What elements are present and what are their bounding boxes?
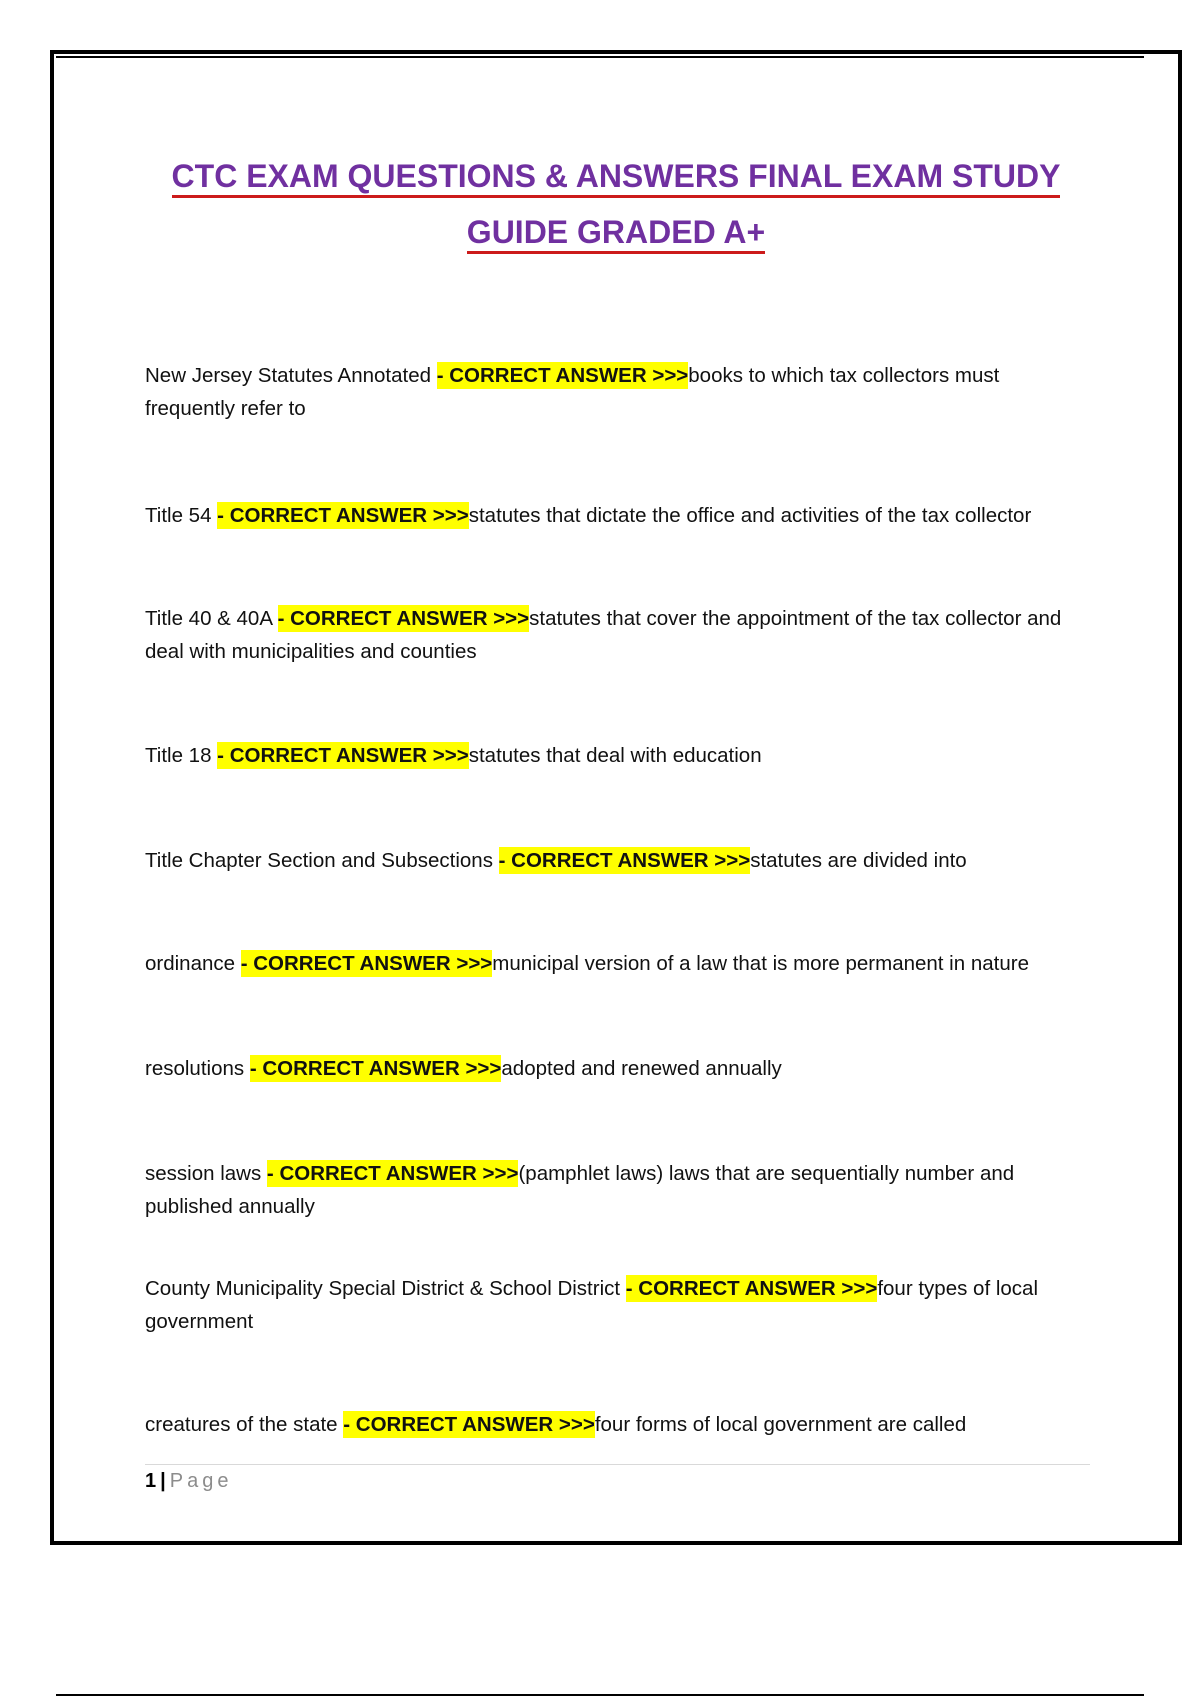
qa-item	[145, 844, 1095, 877]
qa-answer: adopted and renewed annually	[501, 1057, 782, 1080]
correct-answer-tag: - CORRECT ANSWER >>>	[436, 364, 689, 387]
qa-answer: statutes that cover the appointment of the tax collector and deal with municipalities and counties	[145, 607, 1062, 663]
qa-answer: (pamphlet laws) laws that are sequentially number and published annually	[145, 1162, 1015, 1218]
footer-rule	[145, 1464, 1090, 1465]
title-line-1: CTC EXAM QUESTIONS & ANSWERS FINAL EXAM STUDY	[172, 158, 1061, 198]
correct-answer-tag: - CORRECT ANSWER >>>	[498, 849, 751, 872]
document-title	[100, 148, 1132, 260]
qa-item	[145, 739, 1095, 772]
correct-answer-tag: - CORRECT ANSWER >>>	[217, 504, 469, 527]
page-number: 1	[145, 1470, 157, 1492]
qa-term: resolutions	[145, 1057, 250, 1080]
top-rule	[56, 56, 1144, 58]
qa-item	[145, 499, 1095, 532]
title-line-2: GUIDE GRADED A+	[467, 214, 765, 254]
qa-answer: statutes are divided into	[750, 849, 967, 872]
qa-term: session laws	[145, 1162, 267, 1185]
qa-item	[145, 1272, 1095, 1338]
qa-item	[145, 1408, 1095, 1441]
correct-answer-tag: - CORRECT ANSWER >>>	[625, 1277, 878, 1300]
correct-answer-tag: - CORRECT ANSWER >>>	[343, 1413, 595, 1436]
qa-answer: statutes that deal with education	[468, 744, 762, 767]
correct-answer-tag: - CORRECT ANSWER >>>	[249, 1057, 502, 1080]
correct-answer-tag: - CORRECT ANSWER >>>	[240, 952, 493, 975]
correct-answer-tag: - CORRECT ANSWER >>>	[266, 1162, 519, 1185]
page-label: Page	[169, 1470, 233, 1492]
qa-term: Title 54	[145, 504, 218, 527]
qa-answer: municipal version of a law that is more permanent in nature	[492, 952, 1029, 975]
bottom-rule	[56, 1694, 1144, 1696]
correct-answer-tag: - CORRECT ANSWER >>>	[277, 607, 530, 630]
qa-item	[145, 1157, 1095, 1223]
qa-term: Title 18	[145, 744, 218, 767]
qa-item	[145, 947, 1095, 980]
qa-term: ordinance	[145, 952, 241, 975]
qa-answer: books to which tax collectors must frequently refer to	[145, 364, 1000, 420]
qa-answer: four forms of local government are called	[594, 1413, 967, 1436]
qa-item	[145, 602, 1095, 668]
qa-term: County Municipality Special District & School District	[145, 1277, 626, 1300]
footer-separator: |	[160, 1470, 166, 1492]
correct-answer-tag: - CORRECT ANSWER >>>	[217, 744, 469, 767]
qa-answer: statutes that dictate the office and activities of the tax collector	[468, 504, 1032, 527]
qa-term: creatures of the state	[145, 1413, 344, 1436]
qa-item	[145, 359, 1095, 425]
qa-term: New Jersey Statutes Annotated	[145, 364, 437, 387]
page-footer	[145, 1470, 232, 1493]
qa-term: Title 40 & 40A	[145, 607, 278, 630]
qa-answer: four types of local government	[145, 1277, 1038, 1333]
qa-item	[145, 1052, 1095, 1085]
qa-term: Title Chapter Section and Subsections	[145, 849, 499, 872]
